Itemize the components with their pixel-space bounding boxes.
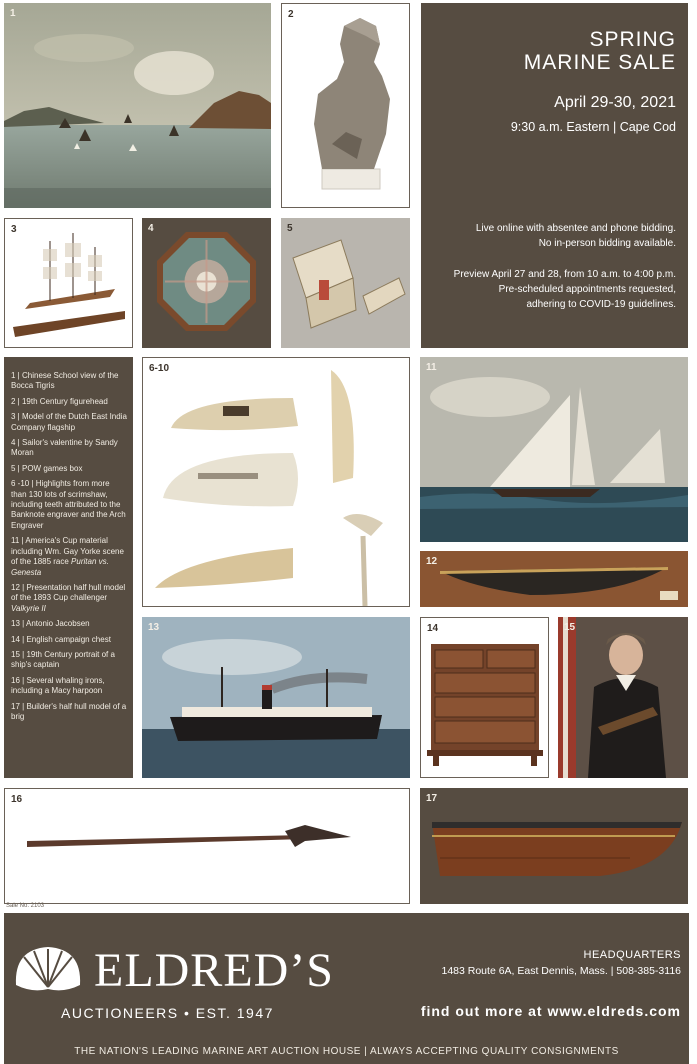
preview-info-line3: adhering to COVID-19 guidelines. [526,299,676,310]
lot-11-yacht-race-image [420,357,688,542]
lot-15-portrait-image [558,617,688,778]
headquarters-address: 1483 Route 6A, East Dennis, Mass. | 508-385-3116 [441,965,681,977]
bidding-info-line1: Live online with absentee and phone bidding. [475,223,676,234]
lot-11-yacht-race-tile[interactable] [420,357,688,542]
sale-title-line2: MARINE SALE [523,51,676,74]
lot-4-sailors-valentine-tile[interactable] [142,218,271,348]
lot-1-bocca-tigris-image [4,3,271,208]
preview-info-line1: Preview April 27 and 28, from 10 a.m. to 4:00 p.m. [453,269,676,280]
lot-caption-number: 2 [11,396,16,406]
lot-1-painting-tile[interactable] [4,3,271,208]
lot-captions-panel [4,357,133,778]
lot-caption-number: 4 [11,438,16,448]
lot-caption-text: Several whaling irons, including a Macy harpoon [11,675,105,696]
lot-number-label: 5 [287,223,293,234]
lot-caption: 12 | Presentation half hull model of the 1893 Cup challenger Valkyrie II [11,582,126,613]
lot-2-figurehead-tile[interactable] [281,3,410,208]
website-link[interactable]: find out more at www.eldreds.com [420,1003,681,1019]
lot-number-label: 3 [11,224,17,235]
preview-info-line2: Pre-scheduled appointments requested, [498,284,676,295]
lot-caption-text: Builder's half hull model of a brig [11,701,127,721]
lot-caption-text: POW games box [21,463,83,473]
lot-14-campaign-chest-tile[interactable] [420,617,549,778]
lot-16-harpoon-image [5,789,409,903]
lot-caption: 6 -10 | Highlights from more than 130 lots of scrimshaw, including teeth attributed to the Banknote engraver and the Arch Engraver [11,479,126,530]
lot-caption: 16 | Several whaling irons, including a Macy harpoon [11,675,105,696]
lot-number-label: 2 [288,9,294,20]
lot-13-steamship-image [142,617,410,778]
lot-3-ship-model-tile[interactable] [4,218,133,348]
sale-dates: April 29-30, 2021 [554,94,676,111]
lot-caption: 17 | Builder's half hull model of a brig [11,701,127,721]
lot-number-label: 16 [11,794,23,805]
headquarters-label: HEADQUARTERS [583,949,681,961]
lot-caption: 4 | Sailor's valentine by Sandy Moran [11,438,118,458]
lot-number-label: 12 [426,556,438,567]
lot-number-label: 13 [148,622,160,633]
lot-14-chest-image [421,618,548,777]
lot-caption-text: English campaign chest [26,634,111,644]
lot-caption: 11 | America's Cup material including Wm. Gay Yorke scene of the 1885 race Puritan vs. Genesta [11,536,124,577]
lot-12-half-hull-image [420,551,688,607]
footer-tagline: THE NATION'S LEADING MARINE ART AUCTION HOUSE | ALWAYS ACCEPTING QUALITY CONSIGNMENTS [74,1046,619,1057]
lot-caption: 5 | POW games box [11,463,83,473]
lot-caption-number: 11 [11,536,20,546]
scallop-shell-icon [12,943,84,993]
lot-5-pow-games-box-tile[interactable] [281,218,410,348]
lot-caption-number: 1 [11,371,16,380]
lot-caption-number: 16 [11,675,20,685]
bidding-info-line2: No in-person bidding available. [538,238,676,249]
lot-17-brig-half-hull-tile[interactable] [420,788,688,904]
lot-number-label: 1 [10,8,16,19]
lot-caption-text: 19th Century figurehead [21,396,108,406]
lot-caption-text: Antonio Jacobsen [26,619,90,629]
sale-title-line1: SPRING [589,28,676,51]
lot-caption-number: 3 [11,412,16,422]
lot-caption-number: 5 [11,463,16,473]
lot-caption: 13 | Antonio Jacobsen [11,619,90,629]
lot-caption-number: 13 [11,619,20,629]
lot-caption-number: 15 [11,649,20,659]
lot-number-label: 6-10 [149,363,170,374]
lot-15-captain-portrait-tile[interactable] [558,617,688,778]
sale-title [524,28,676,74]
lot-number-label: 4 [148,223,154,234]
lot-4-valentine-image [142,218,271,348]
lot-12-half-hull-tile[interactable] [420,551,688,607]
sale-header-panel [421,3,688,348]
lot-caption-text: Model of the Dutch East India Company flagship [11,412,127,432]
lot-caption-number: 12 [11,582,20,592]
preview-info [454,267,676,312]
eldreds-logo-text: ELDRED’S [94,944,334,997]
lot-caption: 3 | Model of the Dutch East India Company flagship [11,412,127,432]
lot-number-label: 17 [426,793,438,804]
footer-panel [4,913,689,1064]
lot-caption-text: 19th Century portrait of a ship's captain [11,649,115,670]
lot-13-steamship-tile[interactable] [142,617,410,778]
lot-caption-number: 17 [11,701,20,711]
lot-caption-text: Chinese School view of the Bocca Tigris [11,371,119,391]
sale-time-location: 9:30 a.m. Eastern | Cape Cod [510,120,676,134]
lot-captions-list [11,371,127,722]
lot-caption-italic: Puritan vs. Genesta [11,557,109,577]
lot-6-10-scrimshaw-tile[interactable] [142,357,410,607]
lot-caption-number: 6 -10 [11,479,30,489]
bidding-info [476,221,676,251]
lot-5-games-box-image [281,218,410,348]
lot-number-label: 14 [427,623,439,634]
lot-caption: 1 | Chinese School view of the Bocca Tigris [11,371,119,391]
lot-17-half-hull-image [420,788,688,904]
lot-caption: 14 | English campaign chest [11,634,111,644]
lot-caption: 15 | 19th Century portrait of a ship's captain [11,649,115,670]
lot-caption-number: 14 [11,634,20,644]
catalog-number: Sale No. 2103 [6,903,45,909]
lot-caption-text: Sailor's valentine by Sandy Moran [11,438,118,458]
lot-6-10-scrimshaw-image [143,358,409,606]
lot-caption-text: Highlights from more than 130 lots of scrimshaw, including teeth attributed to the Banknote engraver and the Arch Engraver [11,479,126,530]
lot-caption: 2 | 19th Century figurehead [11,396,108,406]
eldreds-logo-subtitle: AUCTIONEERS • EST. 1947 [61,1005,274,1021]
lot-number-label: 15 [564,622,576,633]
lot-number-label: 11 [426,362,437,373]
lot-caption-text: America's Cup material including Wm. Gay Yorke scene of the 1885 race [11,536,124,567]
lot-2-figurehead-image [282,4,409,207]
lot-caption-text: Presentation half hull model of the 1893 Cup challenger [11,582,126,603]
lot-3-ship-model-image [5,219,132,347]
lot-16-whaling-iron-tile[interactable] [4,788,410,904]
lot-caption-italic: Valkyrie II [11,603,46,613]
